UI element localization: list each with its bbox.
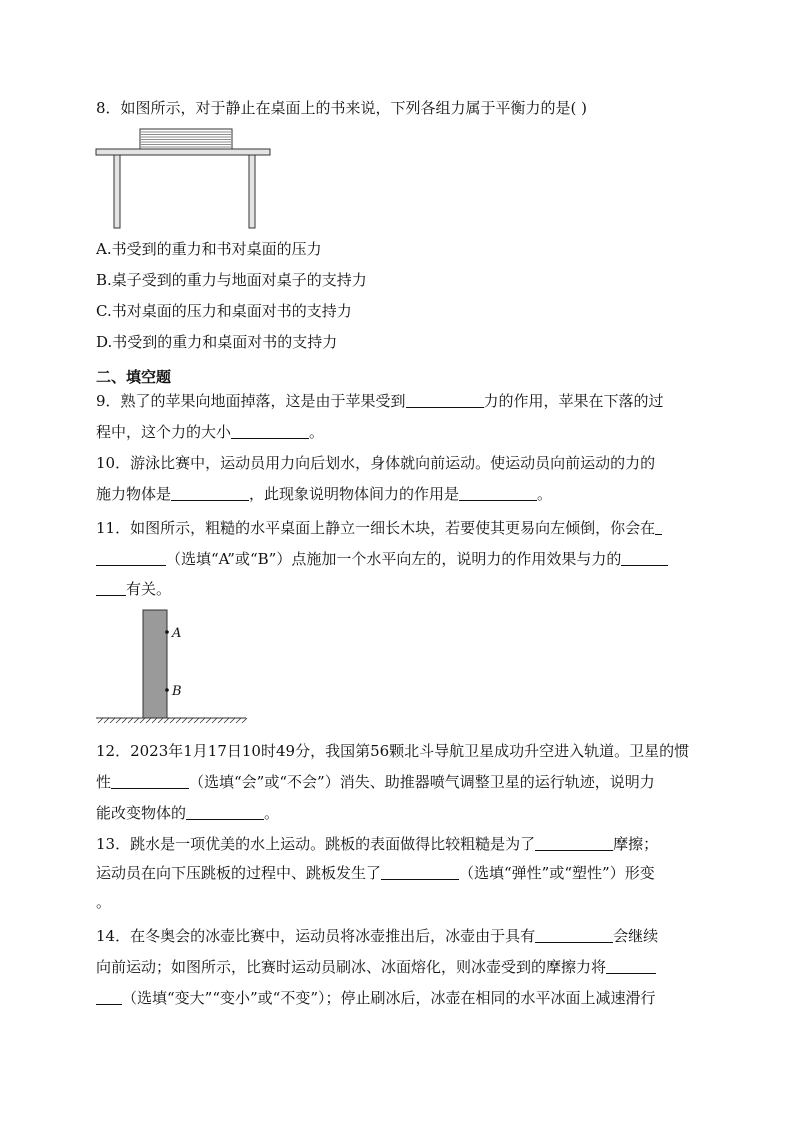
q13-blank-2[interactable] <box>381 863 459 880</box>
q9-blank-2[interactable] <box>231 422 309 439</box>
q9-text-3: 程中，这个力的大小 <box>96 423 232 441</box>
q9-blank-1[interactable] <box>406 391 484 408</box>
q14-line1 <box>96 925 658 947</box>
point-a <box>165 630 169 634</box>
q10-line1: 10．游泳比赛中，运动员用力向后划水，身体就向前运动。使运动员向前运动的力的 <box>96 454 656 472</box>
wooden-block <box>143 610 167 718</box>
q12-line2 <box>96 771 655 793</box>
table <box>96 149 270 228</box>
q12-line1: 12．2023年1月17日10时49分，我国第56颗北斗导航卫星成功升空进入轨道。卫星的惯 <box>96 742 690 760</box>
q13-blank-1[interactable] <box>535 834 613 851</box>
q13-line2 <box>96 862 655 884</box>
q13-line1 <box>96 833 658 855</box>
q8-stem: 8．如图所示，对于静止在桌面上的书来说，下列各组力属于平衡力的是( ) <box>96 99 588 117</box>
q13-text-1: 13．跳水是一项优美的水上运动。跳板的表面做得比较粗糙是为了 <box>96 835 536 853</box>
q14-blank-2[interactable] <box>96 988 122 1005</box>
q14-blank-2-start[interactable] <box>606 957 656 974</box>
q12-text-4: 。 <box>264 804 280 822</box>
q10-blank-1[interactable] <box>171 484 249 501</box>
q13-text-2: 摩擦； <box>613 835 659 853</box>
q11-line3 <box>96 578 171 600</box>
q9-line2 <box>96 421 324 443</box>
section-title: 二、填空题 <box>96 368 172 386</box>
label-a: A <box>172 626 182 641</box>
q14-line3 <box>96 987 656 1009</box>
q11-blank-1-start[interactable] <box>655 518 662 535</box>
q8-option-c: C.书对桌面的压力和桌面对书的支持力 <box>96 302 352 320</box>
q10-text-2: ，此现象说明物体间力的作用是 <box>249 485 460 503</box>
q14-line2 <box>96 956 656 978</box>
q8-option-b: B.桌子受到的重力与地面对桌子的支持力 <box>96 271 367 289</box>
q11-blank-2[interactable] <box>96 579 126 596</box>
q10-text-1: 施力物体是 <box>96 485 172 503</box>
q8-option-d: D.书受到的重力和桌面对书的支持力 <box>96 333 338 351</box>
q9-text-1: 9．熟了的苹果向地面掉落，这是由于苹果受到 <box>96 392 406 410</box>
q10-blank-2[interactable] <box>459 484 537 501</box>
label-b: B <box>172 684 182 699</box>
q11-text-2: （选填“A”或“B”）点施加一个水平向左的，说明力的作用效果与力的 <box>166 550 622 568</box>
q12-blank-2[interactable] <box>186 803 264 820</box>
q11-blank-2-start[interactable] <box>621 549 668 566</box>
table-with-book-figure <box>94 126 274 230</box>
q14-text-1: 14．在冬奥会的冰壶比赛中，运动员将冰壶推出后，冰壶由于具有 <box>96 927 536 945</box>
point-b <box>165 688 169 692</box>
q11-text-3: 有关。 <box>126 580 172 598</box>
q14-blank-1[interactable] <box>535 926 613 943</box>
q12-line3 <box>96 802 279 824</box>
q11-line1 <box>96 517 662 539</box>
q14-text-2: 会继续 <box>613 927 659 945</box>
q14-text-3: 向前运动；如图所示，比赛时运动员刷冰、冰面熔化，则冰壶受到的摩擦力将 <box>96 958 607 976</box>
q10-text-3: 。 <box>537 485 553 503</box>
q8-option-a: A.书受到的重力和书对桌面的压力 <box>96 240 322 258</box>
ground-surface <box>96 718 247 723</box>
wooden-block-figure <box>94 606 250 726</box>
book <box>140 129 232 149</box>
q11-text-1: 11．如图所示，粗糙的水平桌面上静立一细长木块，若要使其更易向左倾倒，你会在 <box>96 519 656 537</box>
q13-line3: 。 <box>96 893 112 911</box>
q10-line2 <box>96 483 552 505</box>
q11-blank-1[interactable] <box>96 549 166 566</box>
q13-text-4: （选填“弹性”或“塑性”）形变 <box>459 864 655 882</box>
q11-line2 <box>96 548 668 570</box>
q13-text-3: 运动员在向下压跳板的过程中、跳板发生了 <box>96 864 382 882</box>
q14-text-4: （选填“变大”“变小”或“不变”）；停止刷冰后，冰壶在相同的水平冰面上减速滑行 <box>122 989 656 1007</box>
q12-blank-1[interactable] <box>111 772 189 789</box>
q9-line1 <box>96 390 664 412</box>
q9-text-4: 。 <box>309 423 325 441</box>
q9-text-2: 力的作用，苹果在下落的过 <box>483 392 664 410</box>
q12-text-1: 性 <box>96 773 112 791</box>
q12-text-2: （选填“会”或“不会”）消失、助推器喷气调整卫星的运行轨迹，说明力 <box>189 773 655 791</box>
q12-text-3: 能改变物体的 <box>96 804 187 822</box>
